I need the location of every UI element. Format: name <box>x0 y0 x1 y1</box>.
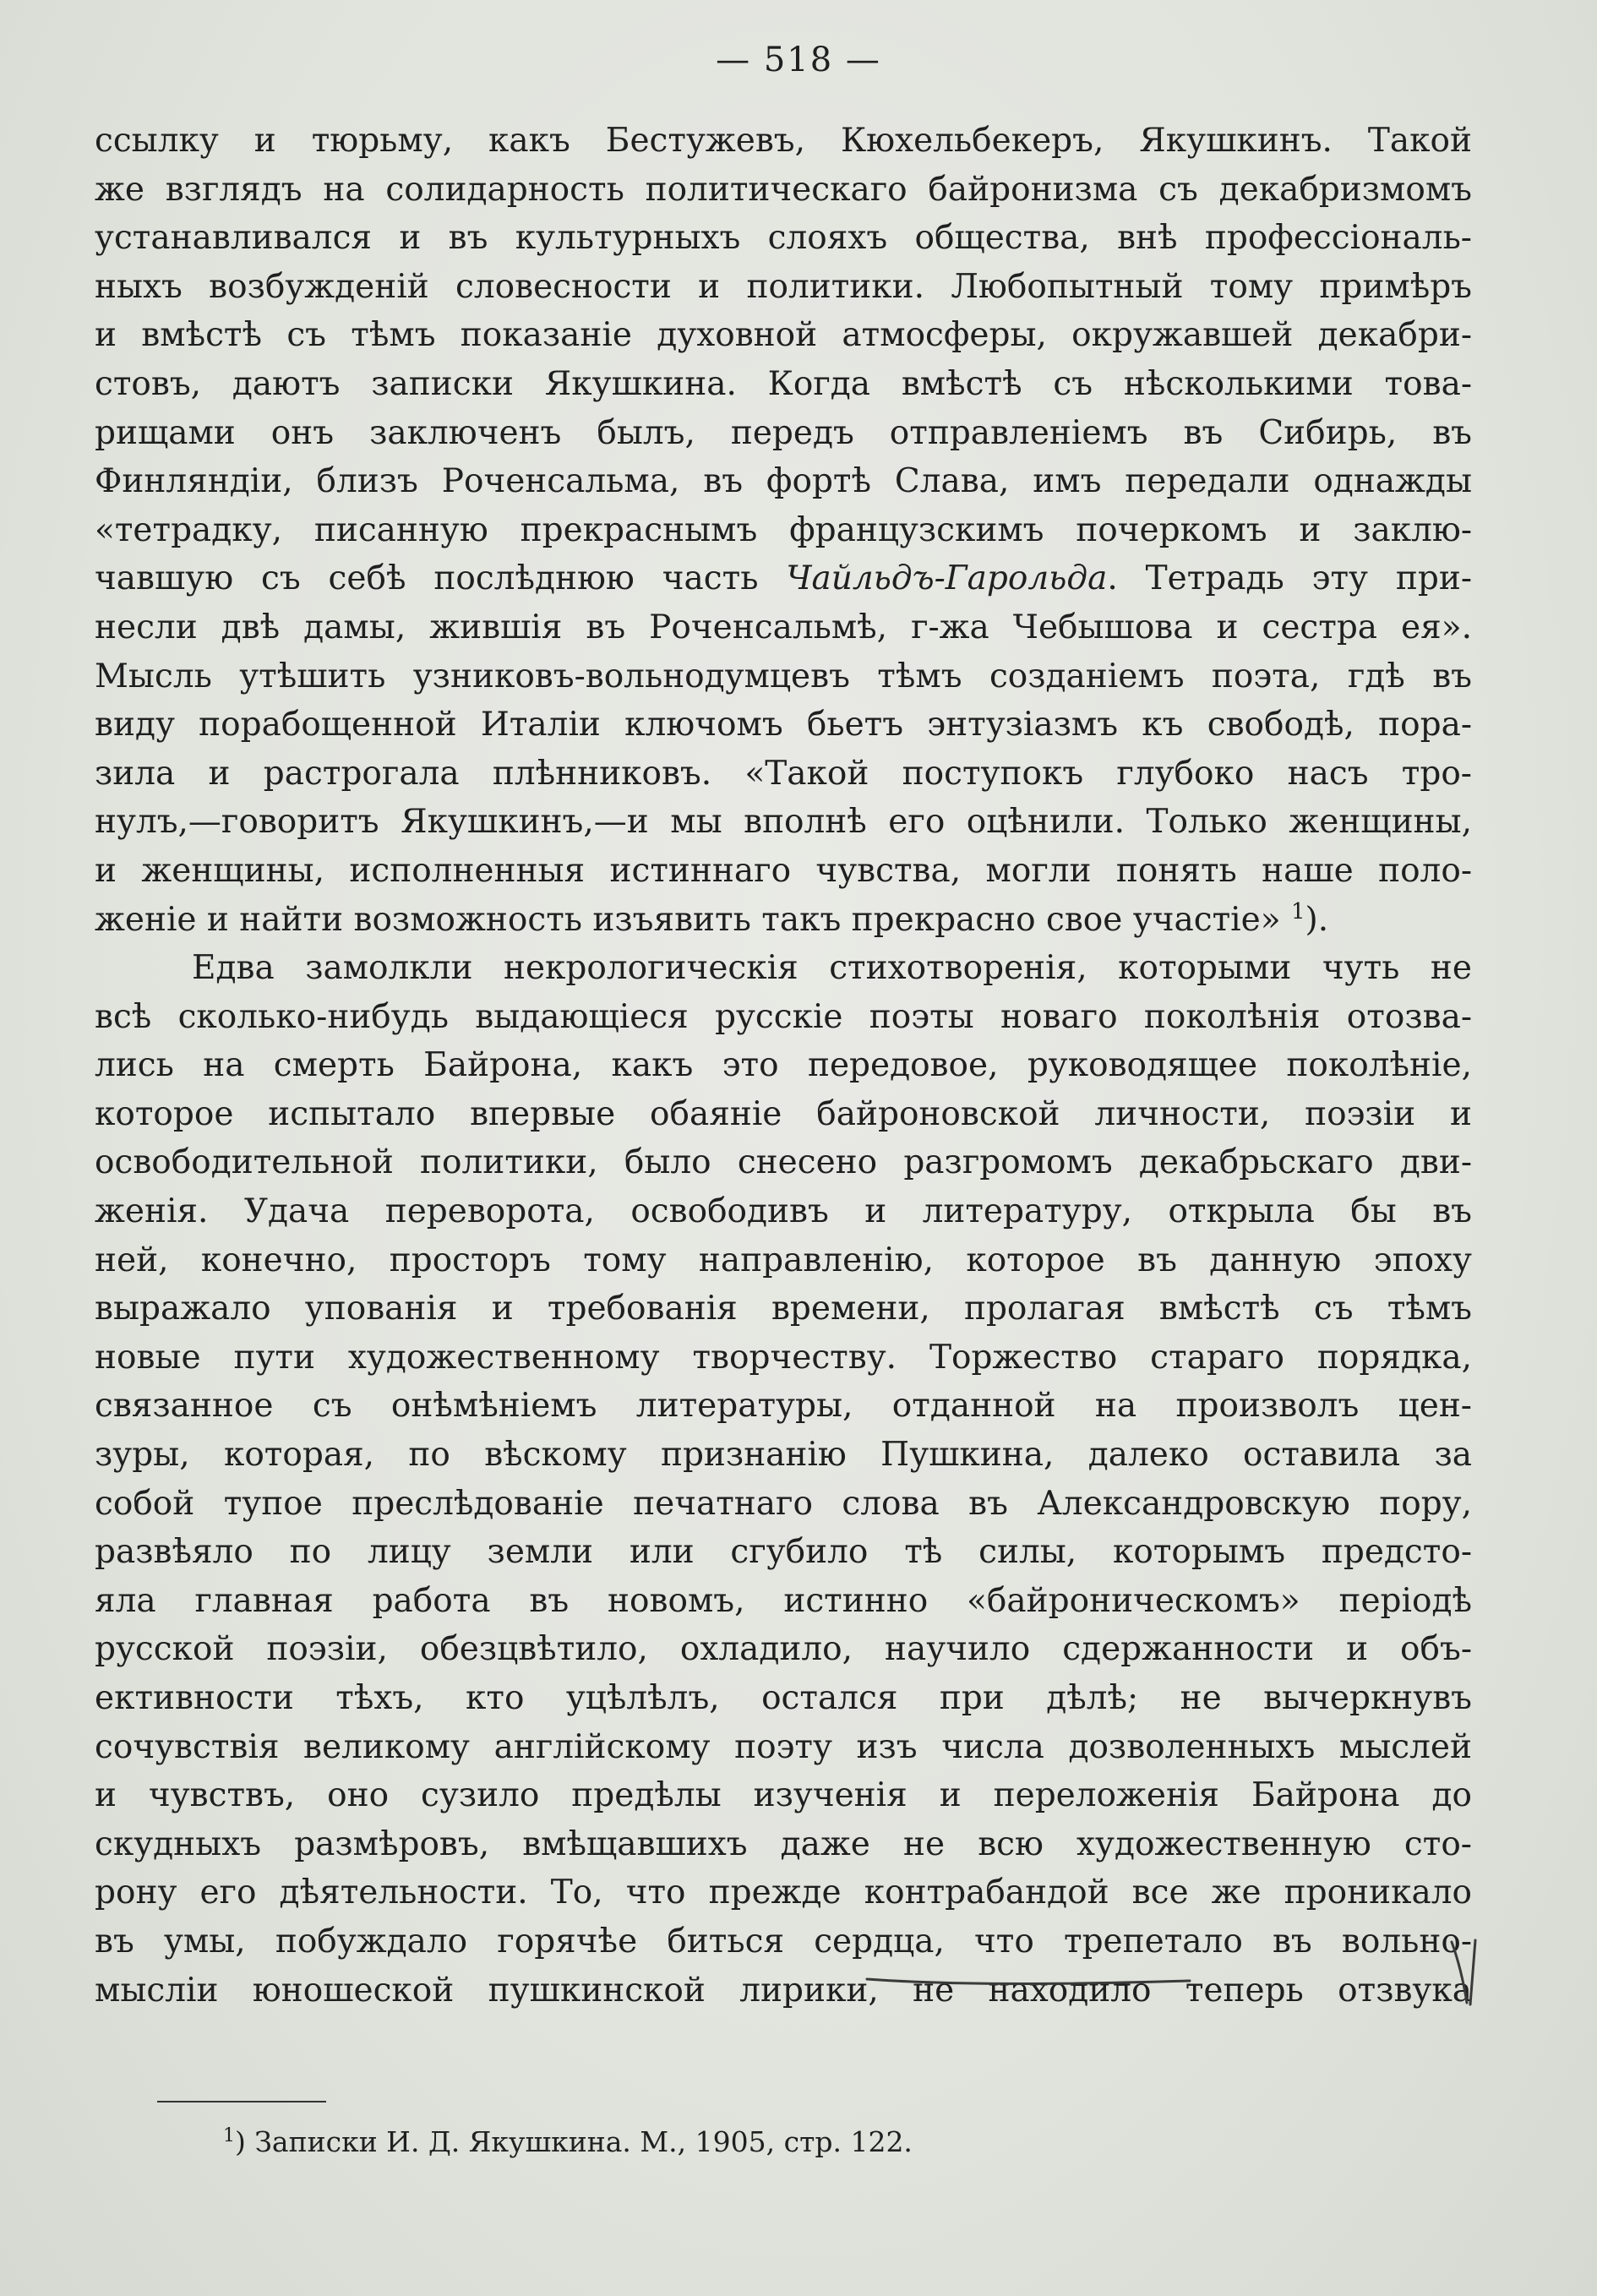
text-line: стовъ, даютъ записки Якушкина. Когда вмѣстѣ съ нѣсколькими това- <box>95 364 1472 403</box>
text-line: въ умы, побуждало горячѣе биться сердца, что трепетало въ вольно- <box>95 1922 1472 1961</box>
footnote-text: ) Записки И. Д. Якушкина. М., 1905, стр. 122. <box>235 2125 913 2158</box>
text-line: зуры, которая, по вѣскому признанію Пушкина, далеко оставила за <box>95 1436 1472 1475</box>
text-line: освободительной политики, было снесено разгромомъ декабрьскаго дви- <box>95 1143 1472 1182</box>
text-line: связанное съ онѣмѣніемъ литературы, отданной на произволъ цен- <box>95 1387 1472 1426</box>
text-line: рону его дѣятельности. То, что прежде контрабандой все же проникало <box>95 1873 1472 1912</box>
text-line: несли двѣ дамы, жившія въ Роченсальмѣ, г-жа Чебышова и сестра ея». <box>95 608 1472 646</box>
text-segment: женіе и найти возможность изъявить такъ прекрасно свое участіе» <box>95 900 1291 939</box>
text-line: Мысль утѣшить узниковъ-вольнодумцевъ тѣмъ созданіемъ поэта, гдѣ въ <box>95 657 1472 695</box>
text-line: ныхъ возбужденій словесности и политики. Любопытный тому примѣръ <box>95 267 1472 306</box>
text-line: зила и растрогала плѣнниковъ. «Такой поступокъ глубоко насъ тро- <box>95 754 1472 793</box>
text-line: Финляндіи, близъ Роченсальма, въ фортѣ Слава, имъ передали однажды <box>95 462 1472 501</box>
footnote-marker: 1 <box>223 2125 235 2146</box>
paragraph-2 <box>95 944 1472 2015</box>
text-segment: чавшую съ себѣ послѣднюю часть <box>95 559 787 598</box>
text-line: же взглядъ на солидарность политическаго байронизма съ декабризмомъ <box>95 170 1472 209</box>
page-body <box>95 117 1472 2015</box>
text-line: и чувствъ, оно сузило предѣлы изученія и переложенія Байрона до <box>95 1776 1472 1815</box>
text-line: нулъ,—говоритъ Якушкинъ,—и мы вполнѣ его оцѣнили. Только женщины, <box>95 803 1472 842</box>
text-line: сочувствія великому англійскому поэту изъ числа дозволенныхъ мыслей <box>95 1727 1472 1766</box>
text-segment: ). <box>1305 900 1329 939</box>
text-line: женія. Удача переворота, освободивъ и литературу, открыла бы въ <box>95 1192 1472 1231</box>
text-line <box>95 896 1472 945</box>
text-line <box>95 554 1472 603</box>
text-line: скудныхъ размѣровъ, вмѣщавшихъ даже не всю художественную сто- <box>95 1824 1472 1863</box>
text-line: русской поэзіи, обезцвѣтило, охладило, научило сдержанности и объ- <box>95 1630 1472 1669</box>
text-line: мысліи юношеской пушкинской лирики, не находило теперь отзвука <box>95 1971 1472 2010</box>
text-line: рищами онъ заключенъ былъ, передъ отправленіемъ въ Сибирь, въ <box>95 413 1472 452</box>
text-line: устанавливался и въ культурныхъ слояхъ общества, внѣ профессіональ- <box>95 219 1472 258</box>
text-line: и женщины, исполненныя истиннаго чувства, могли понять наше поло- <box>95 851 1472 890</box>
text-line: яла главная работа въ новомъ, истинно «байроническомъ» періодѣ <box>95 1581 1472 1620</box>
text-line: ссылку и тюрьму, какъ Бестужевъ, Кюхельбекеръ, Якушкинъ. Такой <box>95 122 1472 160</box>
text-line: развѣяло по лицу земли или сгубило тѣ силы, которымъ предсто- <box>95 1533 1472 1572</box>
text-line: которое испытало впервые обаяніе байроновской личности, поэзіи и <box>95 1094 1472 1133</box>
footnote-reference: 1 <box>1290 898 1305 924</box>
text-line: Едва замолкли некрологическія стихотворенія, которыми чуть не <box>192 949 1472 988</box>
paragraph-1 <box>95 117 1472 944</box>
text-segment: . Тетрадь эту при- <box>1107 559 1473 598</box>
italic-title: Чайльдъ-Гарольда <box>786 559 1108 598</box>
text-line: собой тупое преслѣдованіе печатнаго слова въ Александровскую пору, <box>95 1484 1472 1523</box>
text-line: всѣ сколько-нибудь выдающіеся русскіе поэты новаго поколѣнія отозва- <box>95 997 1472 1036</box>
page-number: — 518 — <box>716 41 881 79</box>
text-line: ней, конечно, просторъ тому направленію, которое въ данную эпоху <box>95 1241 1472 1279</box>
text-line: новые пути художественному творчеству. Торжество стараго порядка, <box>95 1338 1472 1377</box>
footnote <box>223 2121 913 2168</box>
text-line: ективности тѣхъ, кто уцѣлѣлъ, остался при дѣлѣ; не вычеркнувъ <box>95 1679 1472 1717</box>
text-line: выражало упованія и требованія времени, пролагая вмѣстѣ съ тѣмъ <box>95 1290 1472 1328</box>
text-line: лись на смерть Байрона, какъ это передовое, руководящее поколѣніе, <box>95 1046 1472 1085</box>
text-line: «тетрадку, писанную прекраснымъ французскимъ почеркомъ и заклю- <box>95 510 1472 549</box>
text-line: и вмѣстѣ съ тѣмъ показаніе духовной атмосферы, окружавшей декабри- <box>95 316 1472 355</box>
text-line: виду порабощенной Италіи ключомъ бьетъ энтузіазмъ къ свободѣ, пора- <box>95 706 1472 744</box>
footnote-divider <box>157 2101 326 2102</box>
